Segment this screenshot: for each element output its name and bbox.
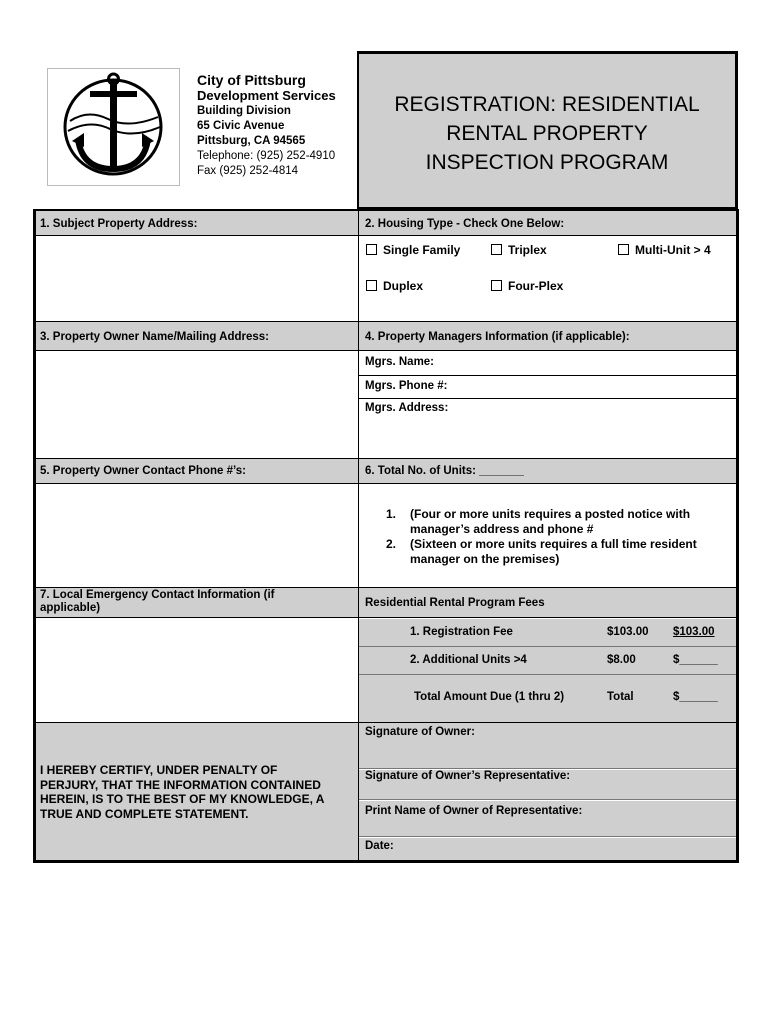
- section-6-label[interactable]: 6. Total No. of Units: _______: [365, 465, 524, 477]
- date-field[interactable]: [359, 838, 736, 860]
- total-due-amount[interactable]: $______: [673, 691, 718, 703]
- total-word: Total: [607, 691, 634, 703]
- print-name-field[interactable]: [359, 801, 736, 837]
- section-4-label: 4. Property Managers Information (if applicable):: [365, 331, 630, 343]
- title-line-3: INSPECTION PROGRAM: [425, 151, 669, 174]
- total-due-label: Total Amount Due (1 thru 2): [414, 691, 565, 703]
- title-line-1: REGISTRATION: RESIDENTIAL: [394, 93, 700, 116]
- title-box: [357, 51, 738, 209]
- org-division: Building Division: [197, 105, 291, 117]
- certification-statement: I HEREBY CERTIFY, UNDER PENALTY OF PERJURY, THAT THE INFORMATION CONTAINED HEREIN, IS TO THE BEST OF MY KNOWLEDGE, A TRUE AND COMPLETE STATEMENT.: [40, 763, 325, 821]
- emergency-contact-field[interactable]: [36, 619, 358, 722]
- registration-fee-total: $103.00: [673, 626, 715, 638]
- owner-signature-field[interactable]: [359, 723, 736, 769]
- section-1-label: 1. Subject Property Address:: [40, 218, 198, 230]
- note-1-line-1: (Four or more units requires a posted notice with: [410, 507, 691, 521]
- owner-signature-label: Signature of Owner:: [365, 726, 475, 738]
- org-phone: Telephone: (925) 252-4910: [197, 150, 336, 162]
- org-fax: Fax (925) 252-4814: [197, 165, 299, 177]
- mgrs-phone-label: Mgrs. Phone #:: [365, 380, 448, 392]
- unit-notes: 1. (Four or more units requires a posted notice with manager’s address and phone # 2. (Sixteen or more units requires a full time resident manager on the premises): [386, 507, 731, 567]
- rep-signature-label: Signature of Owner’s Representative:: [365, 770, 571, 782]
- additional-units-label: 2. Additional Units >4: [410, 654, 527, 666]
- mgrs-address-label: Mgrs. Address:: [365, 402, 449, 414]
- checkbox-multi-unit[interactable]: Multi-Unit > 4: [618, 243, 711, 257]
- section-7-label: 7. Local Emergency Contact Information (if applicable): [40, 589, 275, 614]
- org-info: [197, 72, 357, 179]
- org-name: City of Pittsburg: [197, 72, 306, 88]
- checkbox-single-family[interactable]: Single Family: [366, 243, 460, 257]
- note-2-line-2: manager on the premises): [410, 552, 560, 566]
- section-2-label: 2. Housing Type - Check One Below:: [365, 218, 565, 230]
- date-label: Date:: [365, 840, 394, 852]
- checkbox-fourplex[interactable]: Four-Plex: [491, 279, 563, 293]
- mgrs-address-field[interactable]: [359, 400, 736, 458]
- note-2-line-1: (Sixteen or more units requires a full time resident: [410, 537, 697, 551]
- header-logo-box: [47, 68, 180, 186]
- org-city: Pittsburg, CA 94565: [197, 135, 306, 147]
- print-name-label: Print Name of Owner of Representative:: [365, 805, 583, 817]
- additional-units-total[interactable]: $______: [673, 654, 718, 666]
- fees-heading: Residential Rental Program Fees: [365, 597, 545, 609]
- org-street: 65 Civic Avenue: [197, 120, 285, 132]
- checkbox-duplex[interactable]: Duplex: [366, 279, 423, 293]
- title-line-2: RENTAL PROPERTY: [446, 122, 648, 145]
- org-dept: Development Services: [197, 88, 336, 103]
- note-1-line-2: manager’s address and phone #: [410, 522, 594, 536]
- checkbox-triplex[interactable]: Triplex: [491, 243, 547, 257]
- subject-address-field[interactable]: [36, 237, 358, 321]
- mgrs-name-field[interactable]: [359, 352, 736, 376]
- section-3-label: 3. Property Owner Name/Mailing Address:: [40, 331, 269, 343]
- registration-fee-label: 1. Registration Fee: [410, 626, 513, 638]
- mgrs-name-label: Mgrs. Name:: [365, 356, 435, 368]
- additional-units-amount: $8.00: [607, 654, 636, 666]
- rep-signature-field[interactable]: [359, 770, 736, 800]
- registration-fee-amount: $103.00: [607, 626, 649, 638]
- mgrs-phone-field[interactable]: [359, 377, 736, 399]
- section-5-label: 5. Property Owner Contact Phone #’s:: [40, 465, 246, 477]
- anchor-seal-icon: [48, 69, 179, 185]
- owner-phone-field[interactable]: [36, 485, 358, 587]
- owner-mailing-address-field[interactable]: [36, 352, 358, 458]
